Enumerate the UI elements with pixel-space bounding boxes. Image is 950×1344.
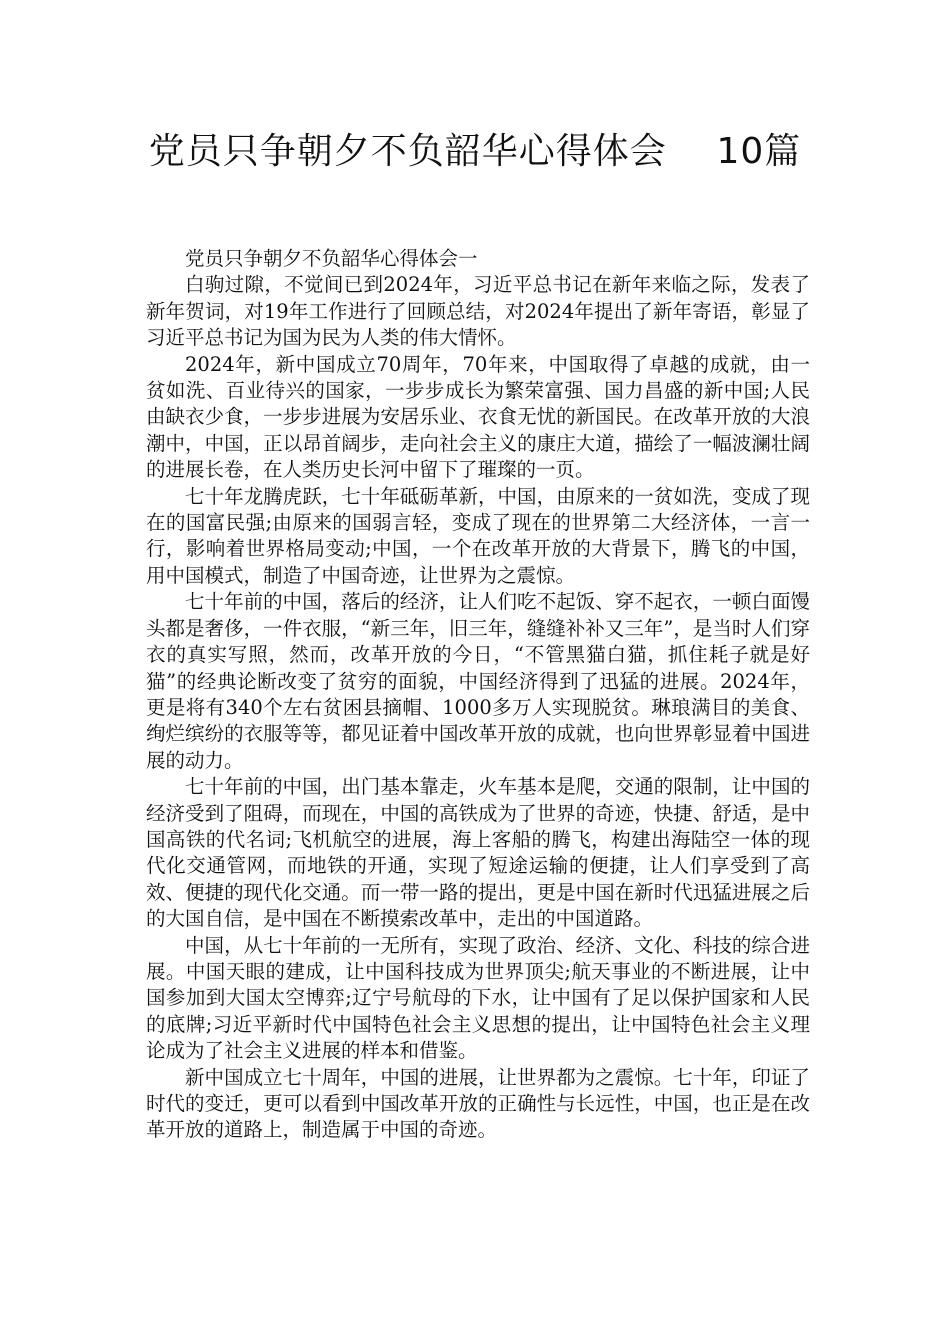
section-heading: 党员只争朝夕不负韶华心得体会一 [185,247,478,270]
document-title: 党员只争朝夕不负韶华心得体会 10篇 [148,131,802,172]
paragraph-1: 白驹过隙，不觉间已到2024年，习近平总书记在新年来临之际，发表了新年贺词，对19年工作进行了回顾总结，对2024年提出了新年寄语，彰显了习近平总书记为国为民为人类的伟大情怀。 [146,273,810,350]
paragraph-7: 新中国成立七十周年，中国的进展，让世界都为之震惊。七十年，印证了时代的变迁，更可以看到中国改革开放的正确性与长远性，中国，也正是在改革开放的道路上，制造属于中国的奇迹。 [146,1065,810,1142]
paragraph-2: 2024年，新中国成立70周年，70年来，中国取得了卓越的成就，由一贫如洗、百业待兴的国家，一步步成长为繁荣富强、国力昌盛的新中国;人民由缺衣少食，一步步进展为安居乐业、衣食无忧的新国民。在改革开放的大浪潮中，中国，正以昂首阔步，走向社会主义的康庄大道，描绘了一幅波澜壮阔的进展长卷，在人类历史长河中留下了璀璨的一页。 [146,352,810,482]
paragraph-4: 七十年前的中国，落后的经济，让人们吃不起饭、穿不起衣，一顿白面馒头都是奢侈，一件衣服，“新三年，旧三年，缝缝补补又三年”，是当时人们穿衣的真实写照，然而，改革开放的今日，“不管黑猫白猫，抓住耗子就是好猫”的经典论断改变了贫穷的面貌，中国经济得到了迅猛的进展。2024年，更是将有340个左右贫困县摘帽、1000多万人实现脱贫。琳琅满目的美食、绚烂缤纷的衣服等等，都见证着中国改革开放的成就，也向世界彰显着中国进展的动力。 [146,590,810,772]
paragraph-3: 七十年龙腾虎跃，七十年砥砺革新，中国，由原来的一贫如洗，变成了现在的国富民强;由原来的国弱言轻，变成了现在的世界第二大经济体，一言一行，影响着世界格局变动;中国，一个在改革开放的大背景下，腾飞的中国，用中国模式，制造了中国奇迹，让世界为之震惊。 [146,484,810,587]
paragraph-5: 七十年前的中国，出门基本靠走，火车基本是爬，交通的限制，让中国的经济受到了阻碍，而现在，中国的高铁成为了世界的奇迹，快捷、舒适，是中国高铁的代名词;飞机航空的进展，海上客船的腾飞，构建出海陆空一体的现代化交通管网，而地铁的开通，实现了短途运输的便捷，让人们享受到了高效、便捷的现代化交通。而一带一路的提出，更是中国在新时代迅猛进展之后的大国自信，是中国在不断摸索改革中，走出的中国道路。 [146,775,810,931]
paragraph-6: 中国，从七十年前的一无所有，实现了政治、经济、文化、科技的综合进展。中国天眼的建成，让中国科技成为世界顶尖;航天事业的不断进展，让中国参加到大国太空博弈;辽宁号航母的下水，让中国有了足以保护国家和人民的底牌;习近平新时代中国特色社会主义思想的提出，让中国特色社会主义理论成为了社会主义进展的样本和借鉴。 [146,933,810,1063]
document-body [146,246,810,1144]
